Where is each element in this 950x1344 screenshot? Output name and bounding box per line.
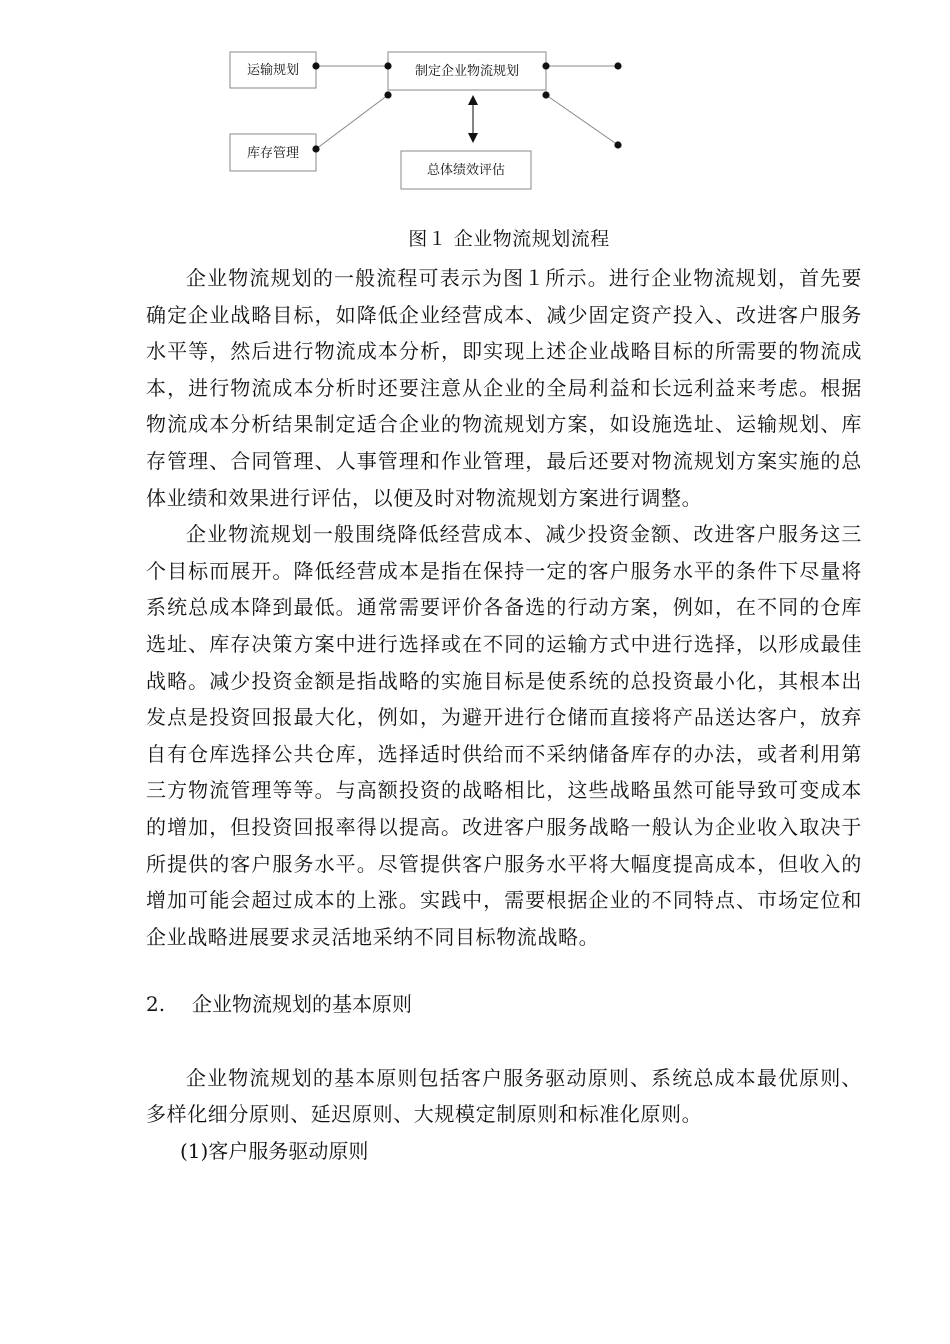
node-plan-label: 制定企业物流规划 <box>414 64 520 79</box>
connector-dot <box>384 91 391 98</box>
connector-dot <box>312 145 319 152</box>
connector-dot <box>542 91 549 98</box>
connector-dot <box>542 62 549 69</box>
subitem-heading: (1)客户服务驱动原则 <box>180 1139 369 1164</box>
section-heading <box>146 986 862 1023</box>
arrowhead-up <box>468 95 478 105</box>
arrowhead-down <box>468 133 478 143</box>
section-number: 2. <box>146 992 166 1017</box>
figure-caption-text: 图１ 企业物流规划流程 <box>408 228 610 250</box>
connector-dot <box>384 62 391 69</box>
connector-dot <box>614 62 621 69</box>
body-paragraph-1: 企业物流规划的一般流程可表示为图１所示。进行企业物流规划，首先要确定企业战略目标，如降低企业经营成本、减少固定资产投入、改进客户服务水平等，然后进行物流成本分析，即实现上述企业战略目标的所需要的物流成本，进行物流成本分析时还要注意从企业的全局利益和长远利益来考虑。根据物流成本分析结果制定适合企业的物流规划方案，如设施选址、运输规划、库存管理、合同管理、人事管理和作业管理，最后还要对物流规划方案实施的总体业绩和效果进行评估，以便及时对物流规划方案进行调整。 <box>146 266 862 510</box>
section-paragraph: 企业物流规划的基本原则包括客户服务驱动原则、系统总成本最优原则、多样化细分原则、延迟原则、大规模定制原则和标准化原则。 <box>146 1065 862 1127</box>
body-paragraph-2: 企业物流规划一般围绕降低经营成本、减少投资金额、改进客户服务这三个目标而展开。降低经营成本是指在保持一定的客户服务水平的条件下尽量将系统总成本降到最低。通常需要评价各备选的行动方案，例如，在不同的仓库选址、库存决策方案中进行选择或在不同的运输方式中进行选择，以形成最佳战略。减少投资金额是指战略的实施目标是使系统的总投资最小化，其根本出发点是投资回报最大化，例如，为避开进行仓储而直接将产品送达客户，放弃自有仓库选择公共仓库，选择适时供给而不采纳储备库存的办法，或者利用第三方物流管理等等。与高额投资的战略相比，这些战略虽然可能导致可变成本的增加，但投资回报率得以提高。改进客户服务战略一般认为企业收入取决于所提供的客户服务水平。尽管提供客户服务水平将大幅度提高成本，但收入的增加可能会超过成本的上涨。实践中，需要根据企业的不同特点、市场定位和企业战略进展要求灵活地采纳不同目标物流战略。 <box>146 522 862 949</box>
connector-dot <box>312 62 319 69</box>
section-title: 企业物流规划的基本原则 <box>192 992 412 1017</box>
figure-caption <box>0 225 950 253</box>
node-inventory-label: 库存管理 <box>246 146 300 161</box>
connector-dot <box>614 141 621 148</box>
connector-plan-inventory <box>316 95 388 149</box>
logistics-planning-flow-diagram <box>0 0 950 230</box>
node-evaluation-label: 总体绩效评估 <box>426 163 506 178</box>
node-transport-label: 运输规划 <box>246 63 300 78</box>
connector-plan-lower-right <box>546 95 618 145</box>
document-body <box>146 260 862 1170</box>
